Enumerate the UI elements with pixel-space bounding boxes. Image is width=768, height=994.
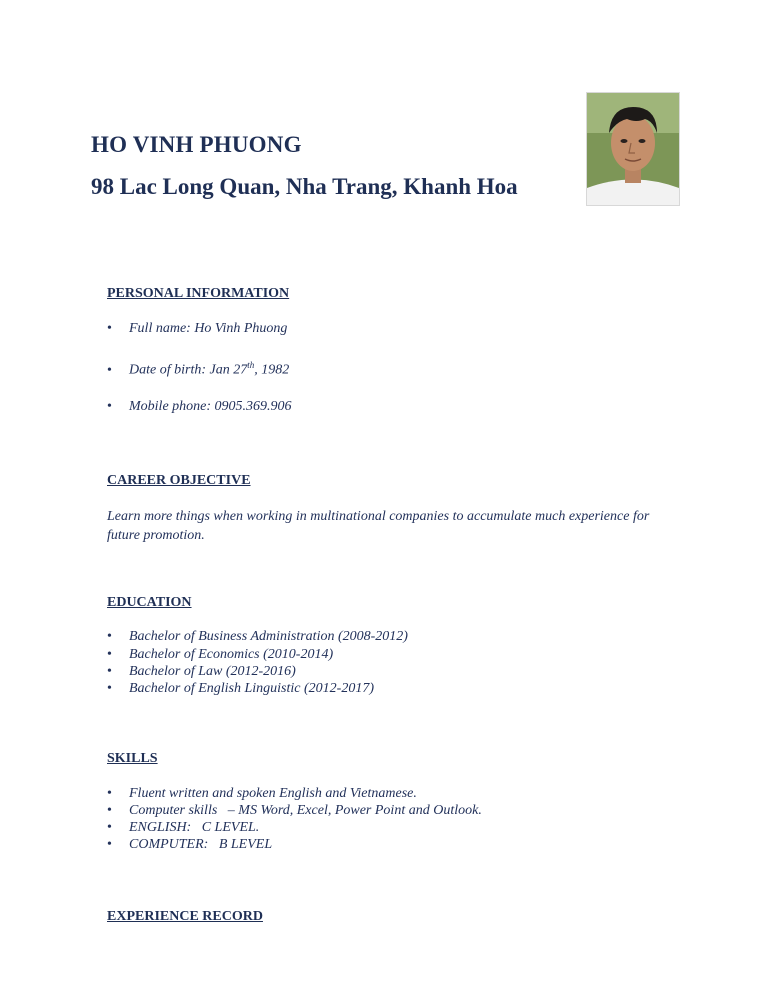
skill-item: COMPUTER: B LEVEL [129, 837, 273, 852]
skills-heading: SKILLS [107, 751, 158, 766]
bullet-icon: • [107, 681, 112, 696]
list-item [107, 681, 374, 697]
skill-item: Computer skills – MS Word, Excel, Power Point and Outlook. [129, 803, 482, 818]
portrait-image [587, 93, 679, 205]
education-item: Bachelor of Law (2012-2016) [129, 664, 296, 679]
personal-info-heading: PERSONAL INFORMATION [107, 286, 290, 301]
mobile-text: Mobile phone: 0905.369.906 [129, 399, 292, 414]
bullet-icon: • [107, 837, 112, 852]
career-objective-text: Learn more things when working in multinational companies to accumulate much experience for future promotion. [107, 509, 650, 543]
list-item [107, 629, 408, 645]
experience-heading: EXPERIENCE RECORD [107, 909, 263, 924]
bullet-icon: • [107, 820, 112, 835]
list-item-mobile [107, 399, 292, 415]
bullet-icon: • [107, 362, 112, 378]
bullet-icon: • [107, 399, 112, 414]
dob-year: , 1982 [254, 362, 290, 378]
career-objective-heading: CAREER OBJECTIVE [107, 473, 251, 488]
skill-item: Fluent written and spoken English and Vietnamese. [129, 786, 417, 801]
bullet-icon: • [107, 647, 112, 662]
education-item: Bachelor of Economics (2010-2014) [129, 647, 334, 662]
education-heading: EDUCATION [107, 595, 192, 610]
education-item: Bachelor of Business Administration (2008-2012) [129, 629, 408, 644]
list-item [107, 820, 259, 836]
bullet-icon: • [107, 803, 112, 818]
list-item-dob [107, 360, 289, 379]
profile-photo [586, 92, 680, 206]
education-item: Bachelor of English Linguistic (2012-2017) [129, 681, 374, 696]
candidate-address: 98 Lac Long Quan, Nha Trang, Khanh Hoa [91, 174, 518, 199]
dob-text: Date of birth: Jan 27 [129, 362, 248, 378]
bullet-icon: • [107, 629, 112, 644]
dob-ordinal: th [247, 360, 255, 370]
bullet-icon: • [107, 321, 112, 336]
list-item [107, 786, 417, 802]
list-item [107, 664, 296, 680]
list-item [107, 837, 272, 853]
skill-item: ENGLISH: C LEVEL. [129, 820, 260, 835]
list-item [107, 647, 333, 663]
candidate-name: HO VINH PHUONG [91, 132, 302, 157]
bullet-icon: • [107, 786, 112, 801]
list-item-full-name [107, 321, 287, 337]
list-item [107, 803, 482, 819]
full-name-text: Full name: Ho Vinh Phuong [129, 321, 288, 336]
bullet-icon: • [107, 664, 112, 679]
